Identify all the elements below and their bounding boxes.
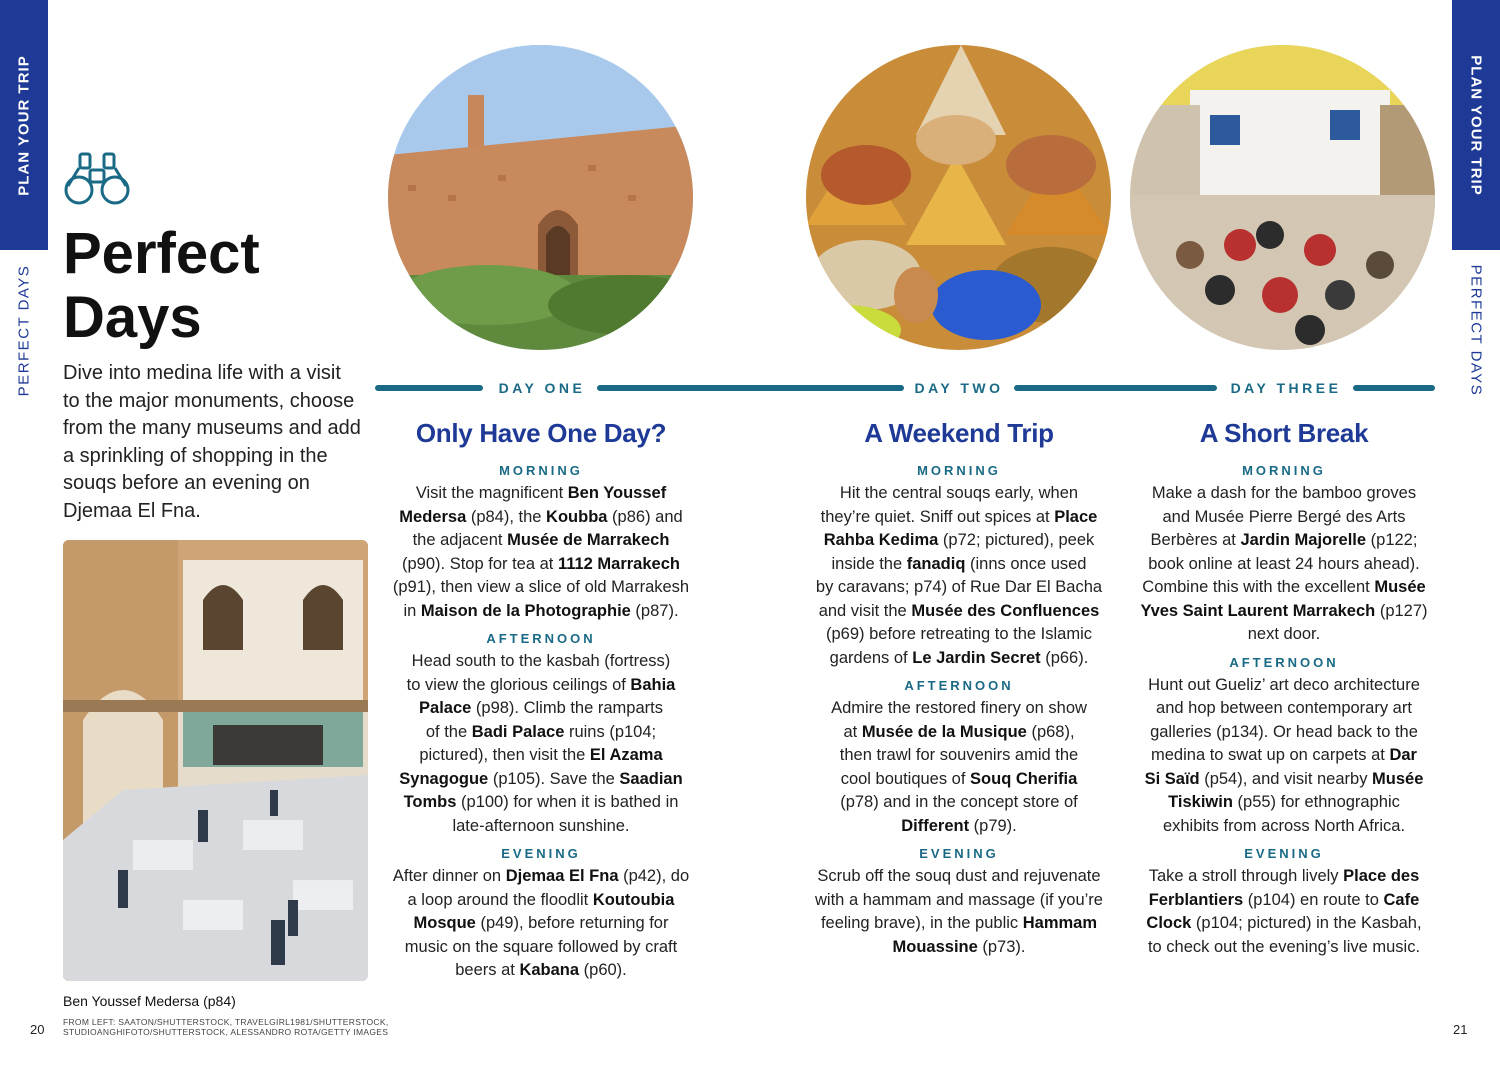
- right-tab-label: PLAN YOUR TRIP: [1467, 54, 1485, 196]
- place-name: Different: [901, 816, 970, 835]
- page-title: Perfect Days: [63, 221, 260, 350]
- page-number-left: 20: [30, 1022, 45, 1037]
- text-run: (p60).: [579, 961, 627, 979]
- cafe-clock-photo: [1130, 45, 1435, 350]
- text-run: After dinner on: [392, 867, 506, 885]
- time-of-day-heading: EVENING: [1244, 846, 1324, 861]
- text-run: at: [843, 722, 862, 741]
- text-run: Take a stroll through lively: [1148, 867, 1344, 885]
- text-run: Combine this with the excellent: [1142, 578, 1375, 596]
- page-number-right: 21: [1453, 1022, 1468, 1037]
- place-name: Si Saïd: [1144, 769, 1200, 788]
- text-run: (p90). Stop for tea at: [402, 554, 558, 573]
- time-of-day-heading: MORNING: [917, 463, 1001, 478]
- text-run: pictured), then visit the: [419, 746, 590, 764]
- text-run: (p49), before returning for: [475, 914, 669, 932]
- text-run: exhibits from across North Africa.: [1162, 816, 1406, 835]
- itinerary-text: [385, 482, 697, 623]
- timeline-segment: [375, 385, 483, 391]
- text-run: (p104) en route to: [1243, 890, 1384, 909]
- place-name: Clock: [1146, 914, 1192, 932]
- time-of-day-heading: AFTERNOON: [904, 678, 1014, 693]
- itinerary-text: [1128, 674, 1440, 839]
- text-run: beers at: [455, 961, 520, 979]
- place-name: Palace: [419, 699, 472, 717]
- place-name: El Azama: [589, 746, 663, 764]
- badi-palace-photo: [388, 45, 693, 350]
- day-two-column: [803, 418, 1115, 959]
- binoculars-icon: [62, 148, 132, 206]
- place-name: Musée de Marrakech: [507, 531, 670, 549]
- text-run: and visit the: [818, 601, 912, 620]
- itinerary-text: [385, 650, 697, 838]
- place-name: Koubba: [546, 507, 608, 526]
- time-of-day-heading: EVENING: [501, 846, 581, 861]
- text-run: to check out the evening’s live music.: [1147, 937, 1421, 956]
- time-of-day-heading: MORNING: [499, 463, 583, 478]
- place-name: Kabana: [519, 961, 580, 979]
- text-run: to view the glorious ceilings of: [406, 675, 631, 694]
- text-run: Hunt out Gueliz’ art deco architecture: [1148, 675, 1420, 694]
- photo-caption: Ben Youssef Medersa (p84): [63, 993, 236, 1009]
- place-name: Musée des Confluences: [911, 601, 1100, 620]
- time-of-day-heading: AFTERNOON: [1229, 654, 1339, 670]
- place-name: Place des: [1343, 867, 1420, 885]
- text-run: (p54), and visit nearby: [1199, 769, 1373, 788]
- medersa-photo: [63, 540, 368, 981]
- text-run: (p42), do: [618, 867, 690, 885]
- day-three-column: [1128, 418, 1440, 959]
- text-run: Head south to the kasbah (fortress): [411, 652, 671, 670]
- text-run: and Musée Pierre Bergé des Arts: [1162, 507, 1406, 526]
- itinerary-text: [803, 482, 1115, 670]
- place-name: Souq Cherifia: [970, 769, 1078, 788]
- place-name: Tombs: [403, 793, 457, 811]
- itinerary-text: [803, 865, 1115, 959]
- right-section-label: PERFECT DAYS: [1467, 264, 1485, 396]
- text-run: Visit the magnificent: [415, 484, 568, 502]
- place-name: Hammam: [1022, 914, 1098, 932]
- text-run: (p98). Climb the ramparts: [471, 699, 663, 717]
- text-run: (p87).: [630, 601, 679, 620]
- text-run: music on the square followed by craft: [404, 937, 678, 956]
- text-run: (p73).: [977, 937, 1026, 956]
- day-three-label: DAY THREE: [1230, 380, 1342, 396]
- day-title: A Weekend Trip: [864, 418, 1054, 448]
- time-of-day-heading: AFTERNOON: [486, 631, 596, 646]
- place-name: fanadiq: [906, 554, 966, 573]
- text-run: galleries (p134). Or head back to the: [1150, 722, 1418, 741]
- text-run: medina to swat up on carpets at: [1151, 746, 1390, 764]
- place-name: Musée de la Musique: [861, 722, 1027, 741]
- text-run: (p105). Save the: [488, 769, 620, 788]
- place-name: Badi Palace: [471, 722, 565, 741]
- spices-photo: [806, 45, 1111, 350]
- timeline-segment: [597, 385, 904, 391]
- timeline-segment: [1014, 385, 1217, 391]
- itinerary-text: [385, 865, 697, 983]
- text-run: (p91), then view a slice of old Marrakesh: [392, 578, 690, 596]
- day-two-label: DAY TWO: [914, 380, 1004, 396]
- text-run: (p78) and in the concept store of: [840, 793, 1078, 811]
- day-title: A Short Break: [1199, 418, 1369, 448]
- place-name: Synagogue: [399, 769, 489, 788]
- text-run: (p68),: [1026, 722, 1075, 741]
- day-one-column: [385, 418, 697, 983]
- text-run: (p72; pictured), peek: [938, 531, 1095, 549]
- intro-text: Dive into medina life with a visit to the major monuments, choose from the many museums and add a sprinkling of shopping in the souqs before an evening on Djemaa El Fna.: [63, 362, 361, 522]
- place-name: Mosque: [413, 914, 476, 932]
- day-title: Only Have One Day?: [415, 418, 667, 448]
- place-name: Ben Youssef: [567, 484, 667, 502]
- text-run: with a hammam and massage (if you’re: [815, 890, 1103, 909]
- text-run: cool boutiques of: [840, 769, 971, 788]
- text-run: then trawl for souvenirs amid the: [839, 746, 1079, 764]
- place-name: Koutoubia: [592, 890, 675, 909]
- text-run: (p104; pictured) in the Kasbah,: [1191, 914, 1422, 932]
- text-run: book online at least 24 hours ahead).: [1148, 554, 1420, 573]
- place-name: Place: [1054, 507, 1098, 526]
- text-run: late-afternoon sunshine.: [452, 816, 630, 835]
- timeline-segment: [1353, 385, 1435, 391]
- place-name: Musée: [1374, 578, 1426, 596]
- place-name: Mouassine: [892, 937, 978, 956]
- text-run: in: [403, 601, 421, 620]
- place-name: Ferblantiers: [1148, 890, 1244, 909]
- text-run: next door.: [1247, 625, 1321, 643]
- place-name: Yves Saint Laurent Marrakech: [1140, 601, 1376, 620]
- text-run: Make a dash for the bamboo groves: [1151, 484, 1417, 502]
- place-name: Bahia: [630, 675, 676, 694]
- text-run: Berbères at: [1150, 531, 1241, 549]
- text-run: (p55) for ethnographic: [1232, 793, 1400, 811]
- place-name: Maison de la Photographie: [420, 601, 631, 620]
- left-tab-label: PLAN YOUR TRIP: [15, 54, 33, 196]
- place-name: 1112 Marrakech: [557, 554, 680, 573]
- place-name: Djemaa El Fna: [505, 867, 619, 885]
- text-run: a loop around the floodlit: [407, 890, 593, 909]
- place-name: Dar: [1389, 746, 1417, 764]
- text-run: ruins (p104;: [564, 722, 657, 741]
- text-run: and hop between contemporary art: [1156, 699, 1412, 717]
- place-name: Musée: [1372, 769, 1424, 788]
- photo-credits: FROM LEFT: SAATON/SHUTTERSTOCK, TRAVELGIRL1981/SHUTTERSTOCK, STUDIOANGHIFOTO/SHUTTERSTOCK, ALESSANDRO ROTA/GETTY IMAGES: [63, 1017, 389, 1037]
- place-name: Le Jardin Secret: [912, 648, 1041, 667]
- place-name: Medersa: [399, 507, 467, 526]
- text-run: Scrub off the souq dust and rejuvenate: [817, 867, 1101, 885]
- time-of-day-heading: EVENING: [919, 846, 999, 861]
- text-run: Hit the central souqs early, when: [839, 484, 1079, 502]
- text-run: inside the: [831, 554, 907, 573]
- left-section-label: PERFECT DAYS: [15, 264, 33, 396]
- text-run: (p86) and: [607, 507, 683, 526]
- place-name: Cafe: [1383, 890, 1420, 909]
- text-run: (p69) before retreating to the Islamic: [826, 625, 1092, 643]
- text-run: feeling brave), in the public: [820, 914, 1023, 932]
- text-run: of the: [425, 722, 472, 741]
- place-name: Tiskiwin: [1168, 793, 1233, 811]
- place-name: Jardin Majorelle: [1240, 531, 1367, 549]
- text-run: (p84), the: [466, 507, 547, 526]
- day-one-label: DAY ONE: [498, 380, 586, 396]
- text-run: (p66).: [1040, 648, 1089, 667]
- text-run: they’re quiet. Sniff out spices at: [820, 507, 1055, 526]
- text-run: Admire the restored finery on show: [831, 699, 1087, 717]
- text-run: (p122;: [1366, 531, 1418, 549]
- place-name: Rahba Kedima: [823, 531, 939, 549]
- text-run: (p100) for when it is bathed in: [456, 793, 679, 811]
- text-run: the adjacent: [412, 531, 508, 549]
- itinerary-text: [1128, 865, 1440, 959]
- text-run: (p127): [1375, 601, 1428, 620]
- time-of-day-heading: MORNING: [1242, 463, 1326, 478]
- text-run: by caravans; p74) of Rue Dar El Bacha: [815, 578, 1103, 596]
- text-run: (p79).: [969, 816, 1017, 835]
- itinerary-text: [803, 697, 1115, 838]
- text-run: (inns once used: [965, 554, 1087, 573]
- itinerary-text: [1128, 482, 1440, 647]
- place-name: Saadian: [619, 769, 683, 788]
- text-run: gardens of: [829, 648, 913, 667]
